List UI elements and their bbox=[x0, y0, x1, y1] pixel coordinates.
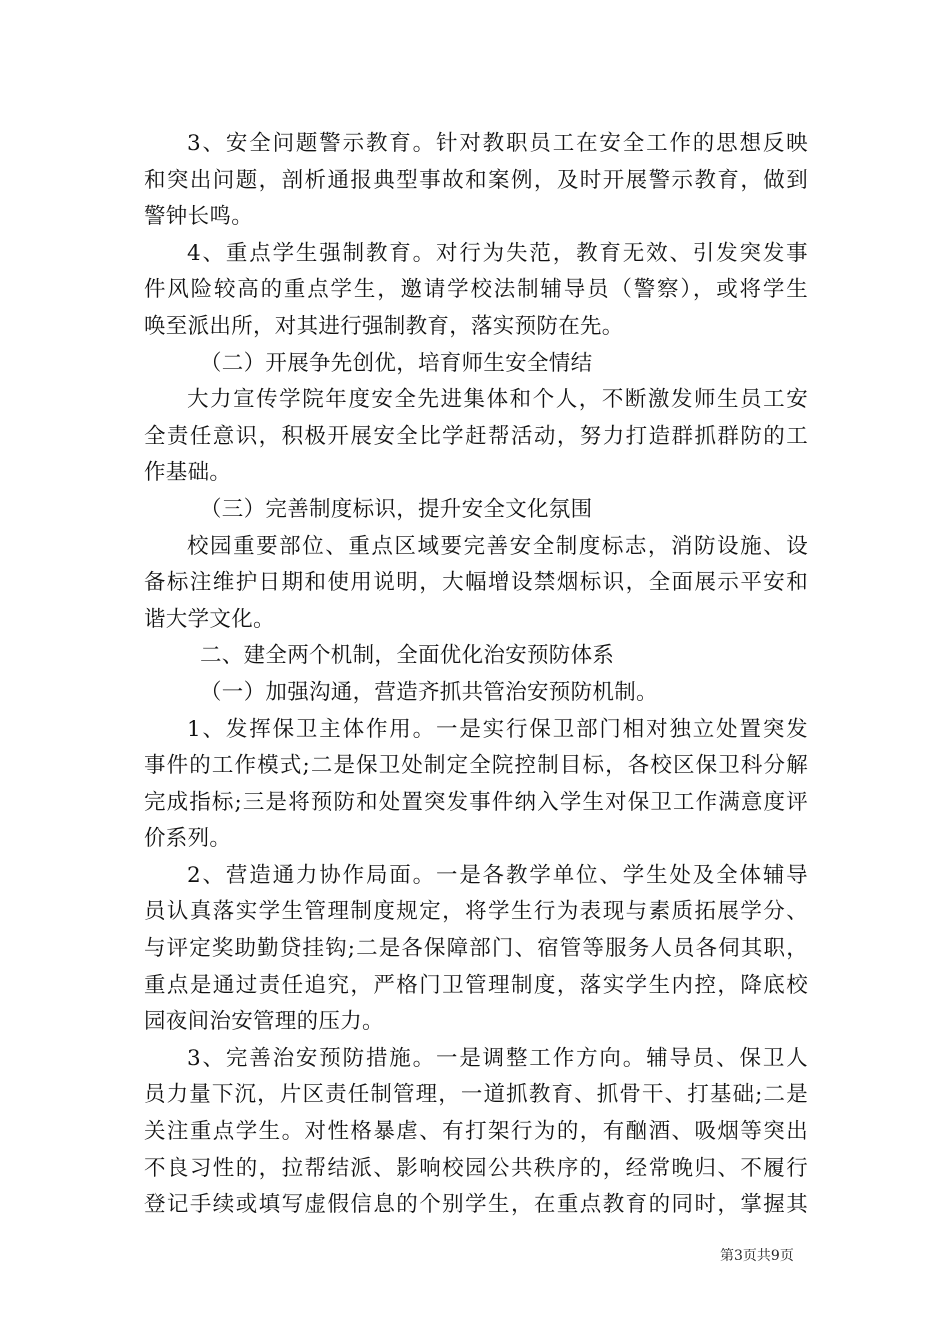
text-line: 1、发挥保卫主体作用。一是实行保卫部门相对独立处置突发 bbox=[187, 716, 808, 742]
text-line: 3、安全问题警示教育。针对教职员工在安全工作的思想反映 bbox=[187, 131, 808, 156]
text-line: 事件的工作模式;二是保卫处制定全院控制目标，各校区保卫科分解 bbox=[144, 753, 808, 779]
text-line: 员认真落实学生管理制度规定，将学生行为表现与素质拓展学分、 bbox=[144, 899, 808, 925]
text-line: 校园重要部位、重点区域要完善安全制度标志，消防设施、设 bbox=[187, 533, 808, 559]
section-heading: （三）完善制度标识，提升安全文化氛围 bbox=[200, 496, 593, 522]
text-line: 唤至派出所，对其进行强制教育，落实预防在先。 bbox=[144, 313, 624, 339]
text-line: 不良习性的，拉帮结派、影响校园公共秩序的，经常晚归、不履行 bbox=[144, 1155, 808, 1181]
text-line: 谐大学文化。 bbox=[144, 606, 275, 632]
text-line: 4、重点学生强制教育。对行为失范，教育无效、引发突发事 bbox=[187, 240, 808, 266]
section-heading: 二、建全两个机制，全面优化治安预防体系 bbox=[200, 643, 615, 669]
document-body bbox=[144, 126, 808, 1224]
text-line: 和突出问题，剖析通报典型事故和案例，及时开展警示教育，做到 bbox=[144, 167, 808, 193]
text-line: 登记手续或填写虚假信息的个别学生，在重点教育的同时，掌握其 bbox=[144, 1192, 808, 1218]
text-line: 作基础。 bbox=[144, 460, 232, 486]
section-heading: （二）开展争先创优，培育师生安全情结 bbox=[200, 350, 593, 376]
text-line: 大力宣传学院年度安全先进集体和个人，不断激发师生员工安 bbox=[187, 387, 808, 413]
text-line: 警钟长鸣。 bbox=[144, 204, 254, 230]
text-line: 关注重点学生。对性格暴虐、有打架行为的，有酗酒、吸烟等突出 bbox=[144, 1119, 808, 1145]
text-line: 完成指标;三是将预防和处置突发事件纳入学生对保卫工作满意度评 bbox=[144, 789, 808, 815]
text-line: 价系列。 bbox=[144, 826, 232, 852]
page-number: 第3页共9页 bbox=[720, 1248, 794, 1264]
text-line: 3、完善治安预防措施。一是调整工作方向。辅导员、保卫人 bbox=[187, 1045, 808, 1071]
section-heading: （一）加强沟通，营造齐抓共管治安预防机制。 bbox=[200, 679, 658, 705]
text-line: 园夜间治安管理的压力。 bbox=[144, 1009, 384, 1035]
text-line: 备标注维护日期和使用说明，大幅增设禁烟标识，全面展示平安和 bbox=[144, 570, 808, 596]
text-line: 员力量下沉，片区责任制管理，一道抓教育、抓骨干、打基础;二是 bbox=[144, 1082, 808, 1108]
text-line: 与评定奖助勤贷挂钩;二是各保障部门、宿管等服务人员各伺其职， bbox=[144, 936, 808, 962]
text-line: 2、营造通力协作局面。一是各教学单位、学生处及全体辅导 bbox=[187, 862, 808, 888]
text-line: 件风险较高的重点学生，邀请学校法制辅导员（警察），或将学生 bbox=[144, 277, 808, 303]
text-line: 全责任意识，积极开展安全比学赶帮活动，努力打造群抓群防的工 bbox=[144, 423, 808, 449]
text-line: 重点是通过责任追究，严格门卫管理制度，落实学生内控，降底校 bbox=[144, 972, 808, 998]
